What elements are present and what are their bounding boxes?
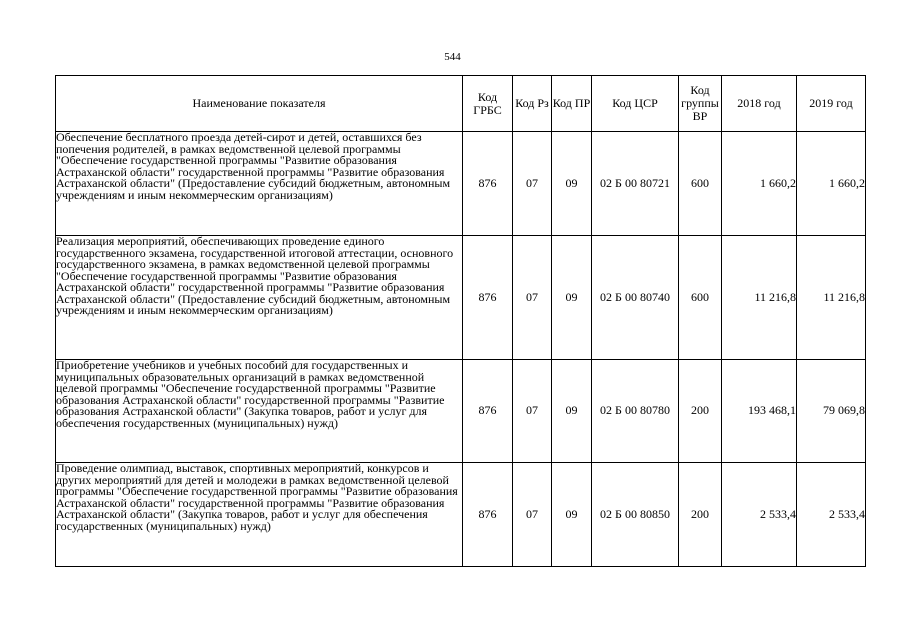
row-grbs: 876 — [463, 463, 513, 567]
row-rz: 07 — [513, 132, 552, 236]
row-2018: 193 468,1 — [722, 360, 797, 463]
row-name: Обеспечение бесплатного проезда детей-сирот и детей, оставшихся без попечения родителей, в рамках ведомственной целевой программы "Обеспечение государственной программы "Развитие образования Астраханской области" государственной программы "Развитие образования Астраханской области" (Предоставление субсидий бюджетным, автономным учреждениям и иным некоммерческим организациям) — [56, 132, 463, 236]
header-csr: Код ЦСР — [592, 76, 679, 132]
row-2019: 1 660,2 — [797, 132, 866, 236]
row-pr: 09 — [552, 132, 592, 236]
row-name: Проведение олимпиад, выставок, спортивных мероприятий, конкурсов и других мероприятий для детей и молодежи в рамках ведомственной целевой программы "Обеспечение государственной программы "Развитие образования Астраханской области" государственной программы "Развитие образования Астраханской области" (Закупка товаров, работ и услуг для обеспечения государственных (муниципальных) нужд) — [56, 463, 463, 567]
row-grbs: 876 — [463, 236, 513, 360]
row-rz: 07 — [513, 236, 552, 360]
row-vr: 200 — [679, 463, 722, 567]
table-row — [56, 236, 866, 360]
row-2018: 1 660,2 — [722, 132, 797, 236]
row-2019: 2 533,4 — [797, 463, 866, 567]
row-grbs: 876 — [463, 360, 513, 463]
table-row — [56, 463, 866, 567]
budget-table — [55, 75, 866, 567]
header-pr: Код ПР — [552, 76, 592, 132]
row-2018: 2 533,4 — [722, 463, 797, 567]
row-2018: 11 216,8 — [722, 236, 797, 360]
table-row — [56, 360, 866, 463]
row-pr: 09 — [552, 463, 592, 567]
row-name: Реализация мероприятий, обеспечивающих проведение единого государственного экзамена, государственной итоговой аттестации, основного государственного экзамена, в рамках ведомственной целевой программы "Обеспечение государственной программы "Развитие образования Астраханской области" государственной программы "Развитие образования Астраханской области" (Предоставление субсидий бюджетным, автономным учреждениям и иным некоммерческим организациям) — [56, 236, 463, 360]
row-vr: 600 — [679, 236, 722, 360]
row-rz: 07 — [513, 360, 552, 463]
row-grbs: 876 — [463, 132, 513, 236]
header-vr: Код группы ВР — [679, 76, 722, 132]
header-2019: 2019 год — [797, 76, 866, 132]
row-2019: 11 216,8 — [797, 236, 866, 360]
row-name: Приобретение учебников и учебных пособий для государственных и муниципальных образовательных организаций в рамках ведомственной целевой программы "Обеспечение государственной программы "Развитие образования Астраханской области" государственной программы "Развитие образования Астраханской области" (Закупка товаров, работ и услуг для обеспечения государственных (муниципальных) нужд) — [56, 360, 463, 463]
row-pr: 09 — [552, 236, 592, 360]
row-csr: 02 Б 00 80850 — [592, 463, 679, 567]
header-name: Наименование показателя — [56, 76, 463, 132]
row-pr: 09 — [552, 360, 592, 463]
row-vr: 200 — [679, 360, 722, 463]
row-csr: 02 Б 00 80721 — [592, 132, 679, 236]
header-rz: Код Рз — [513, 76, 552, 132]
row-rz: 07 — [513, 463, 552, 567]
table-row — [56, 132, 866, 236]
row-2019: 79 069,8 — [797, 360, 866, 463]
page-number: 544 — [444, 51, 461, 63]
header-grbs: Код ГРБС — [463, 76, 513, 132]
header-row — [56, 76, 866, 132]
row-csr: 02 Б 00 80740 — [592, 236, 679, 360]
header-2018: 2018 год — [722, 76, 797, 132]
row-csr: 02 Б 00 80780 — [592, 360, 679, 463]
row-vr: 600 — [679, 132, 722, 236]
